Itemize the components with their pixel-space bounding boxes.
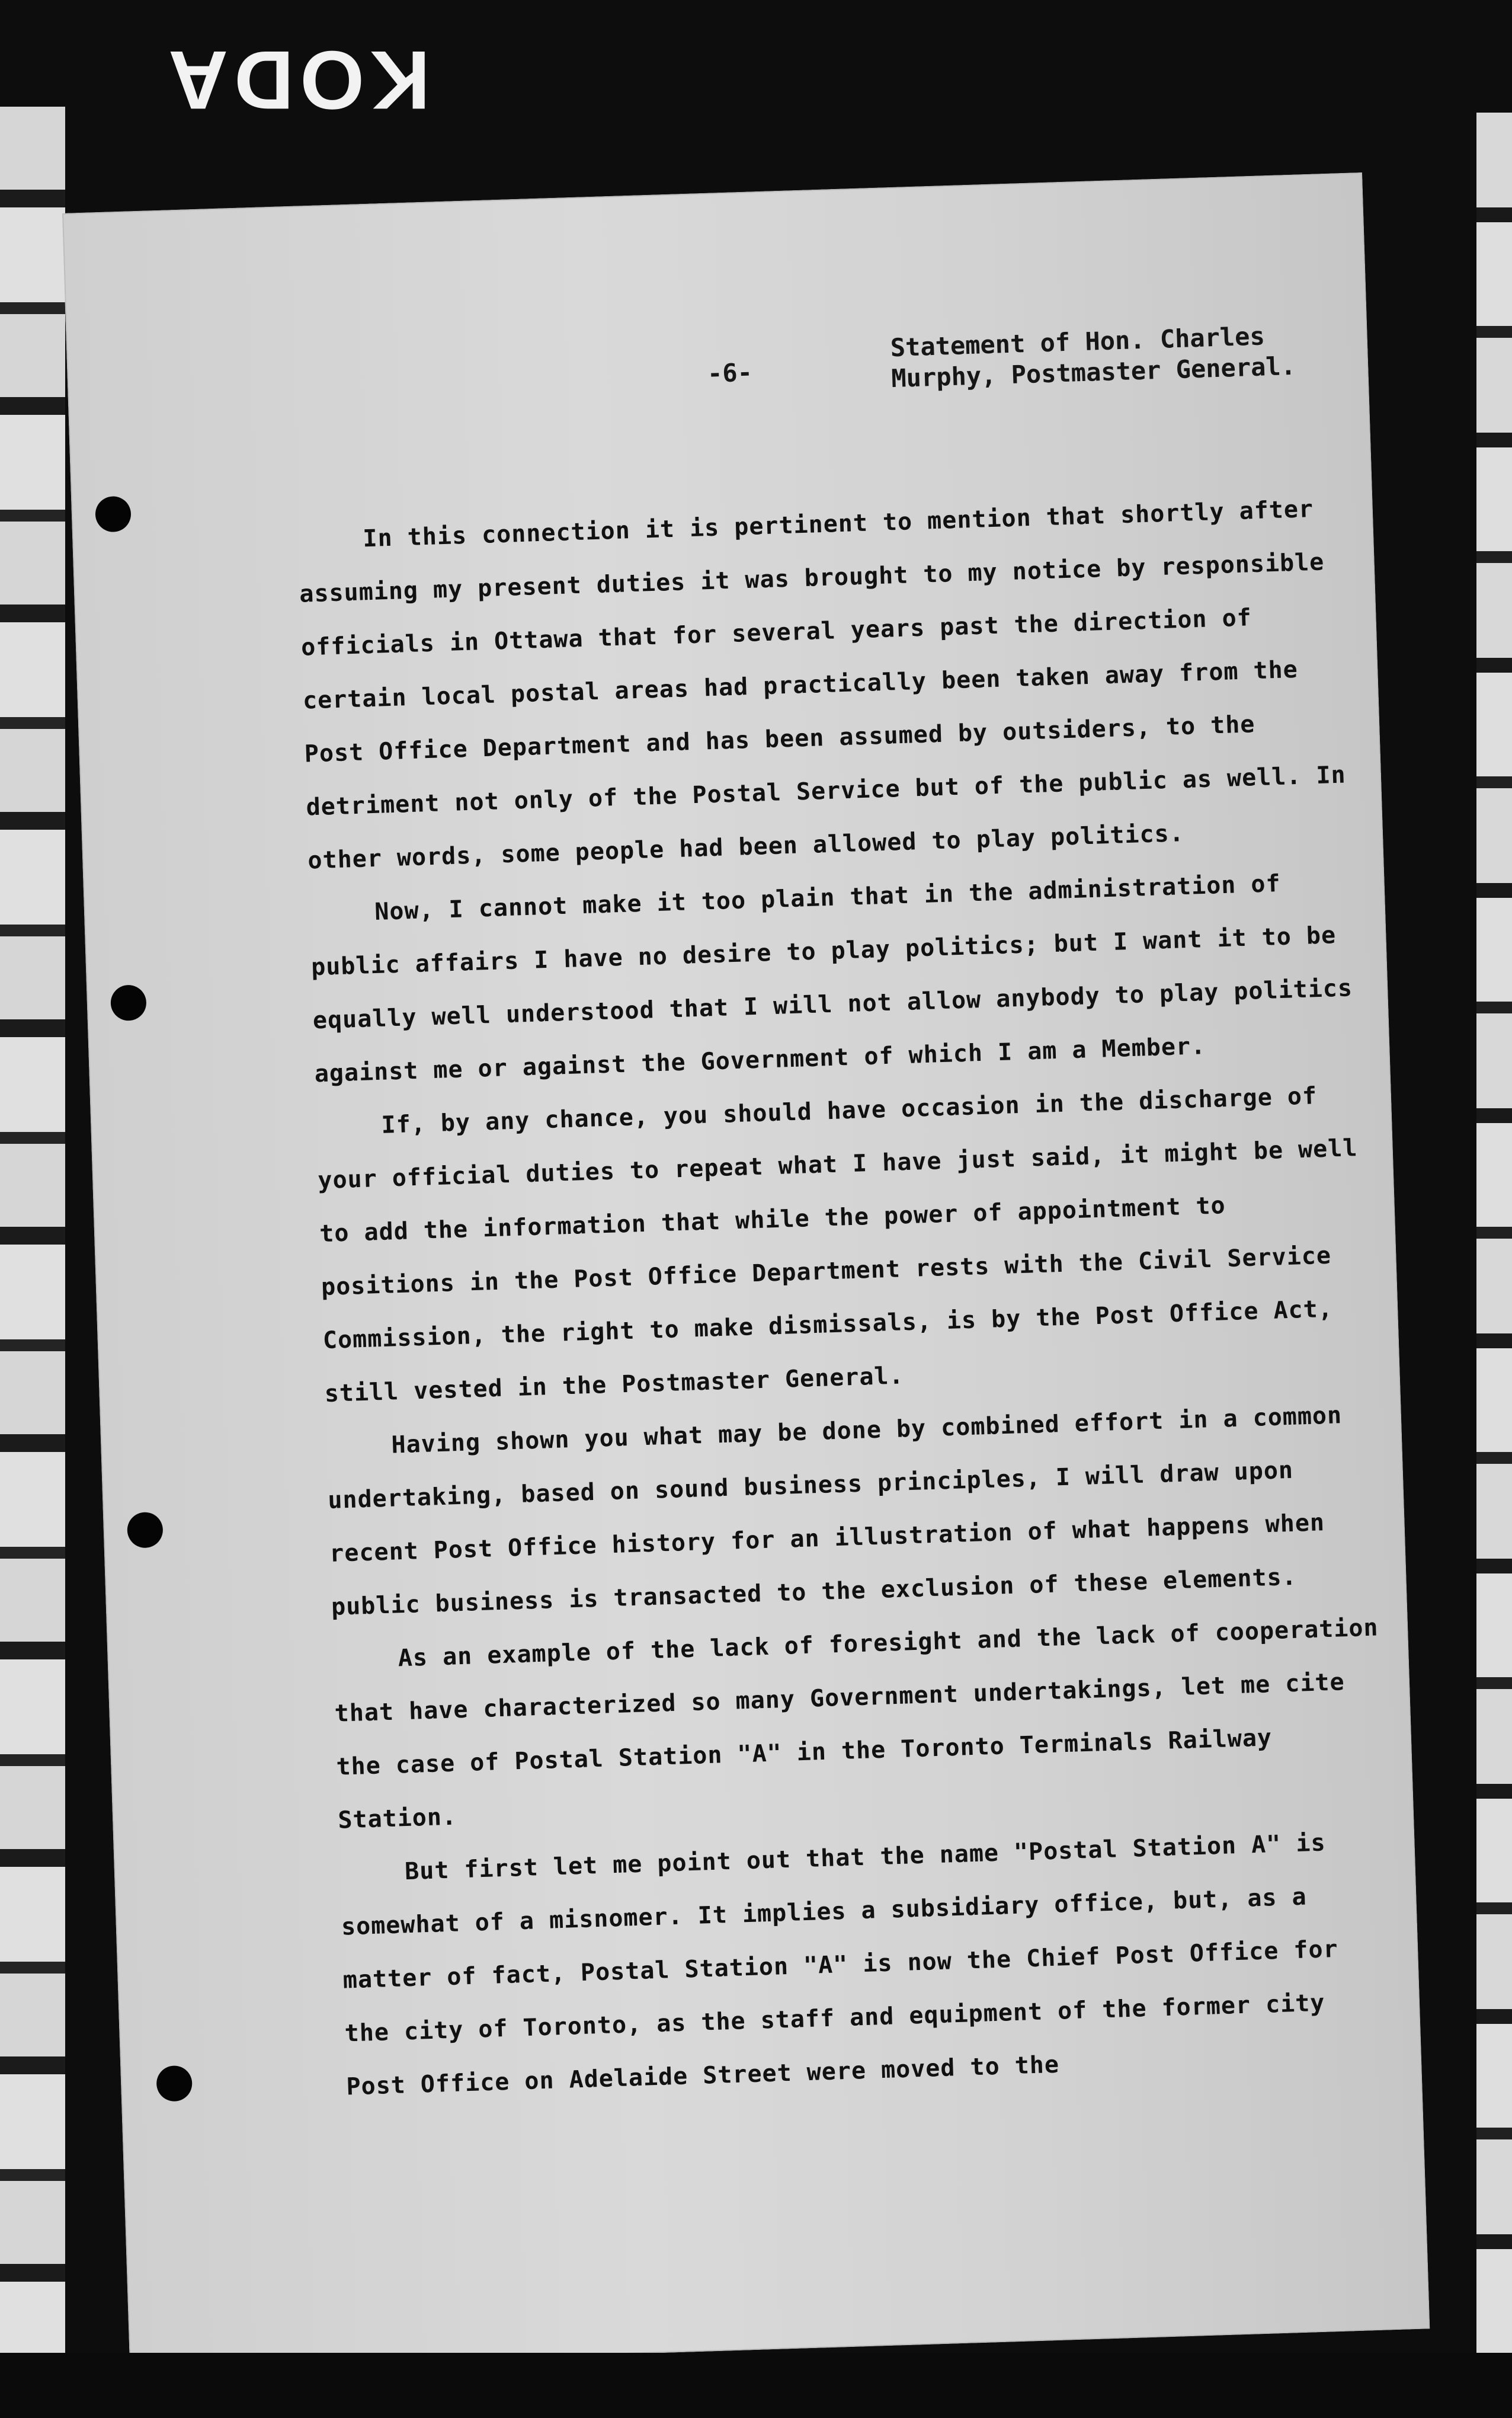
film-edge-text [0,34,592,127]
punch-hole [110,984,147,1021]
punch-hole [95,496,132,533]
paragraph: In this connection it is pertinent to mention that shortly after assuming my present duties it was brought to my notice by responsible officials in Ottawa that for several years past the direction of certain local postal areas had practically been taken away from the Post Office Department and has been assumed by outsiders, to the detriment not only of the Postal Service but of the public as well. In other words, some people had been allowed to play politics. [299,495,1347,875]
paragraph: Having shown you what may be done by combined effort in a common undertaking, based on sound business principles, I will draw upon recent Post Office history for an illustration of what happens when public business is transacted to the exclusion of these elements. [327,1402,1343,1621]
film-bottom-band [0,2353,1512,2418]
paragraph: As an example of the lack of foresight and the lack of cooperation that have characterized so many Government undertakings, let me cite the case of Postal Station "A" in the Toronto Terminals Railway Station. [334,1614,1379,1834]
document-page [62,172,1430,2369]
paragraph: Now, I cannot make it too plain that in the administration of public affairs I have no desire to play politics; but I want it to be equally well understood that I will not allow anybody to play politics against me or against the Government of which I am a Member. [310,869,1353,1088]
document-body [297,481,1401,2114]
film-edge-right [1476,113,1512,2418]
punch-hole [127,1512,164,1549]
film-edge-left [0,107,65,2418]
paragraph: But first let me point out that the name "Postal Station A" is somewhat of a misnomer. It implies a subsidiary office, but, as a matter of fact, Postal Station "A" is now the Chief Post Office for the city of Toronto, as the staff and equipment of the former city Post Office on Adelaide Street were moved to the [341,1829,1339,2101]
header-line-1: Statement of Hon. Charles [890,321,1266,363]
header-line-2: Murphy, Postmaster General. [890,351,1296,394]
document-header [890,318,1342,394]
film-edge-label: KODA [162,34,431,127]
page-number: -6- [707,357,753,388]
paragraph: If, by any chance, you should have occasion in the discharge of your official duties to repeat what I have just said, it might be well to add the information that while the power of appointment to positions in the Post Office Department rests with the Civil Service Commission, the right to make dismissals, is by the Post Office Act, still vested in the Postmaster General. [317,1082,1359,1408]
punch-hole [156,2065,193,2102]
